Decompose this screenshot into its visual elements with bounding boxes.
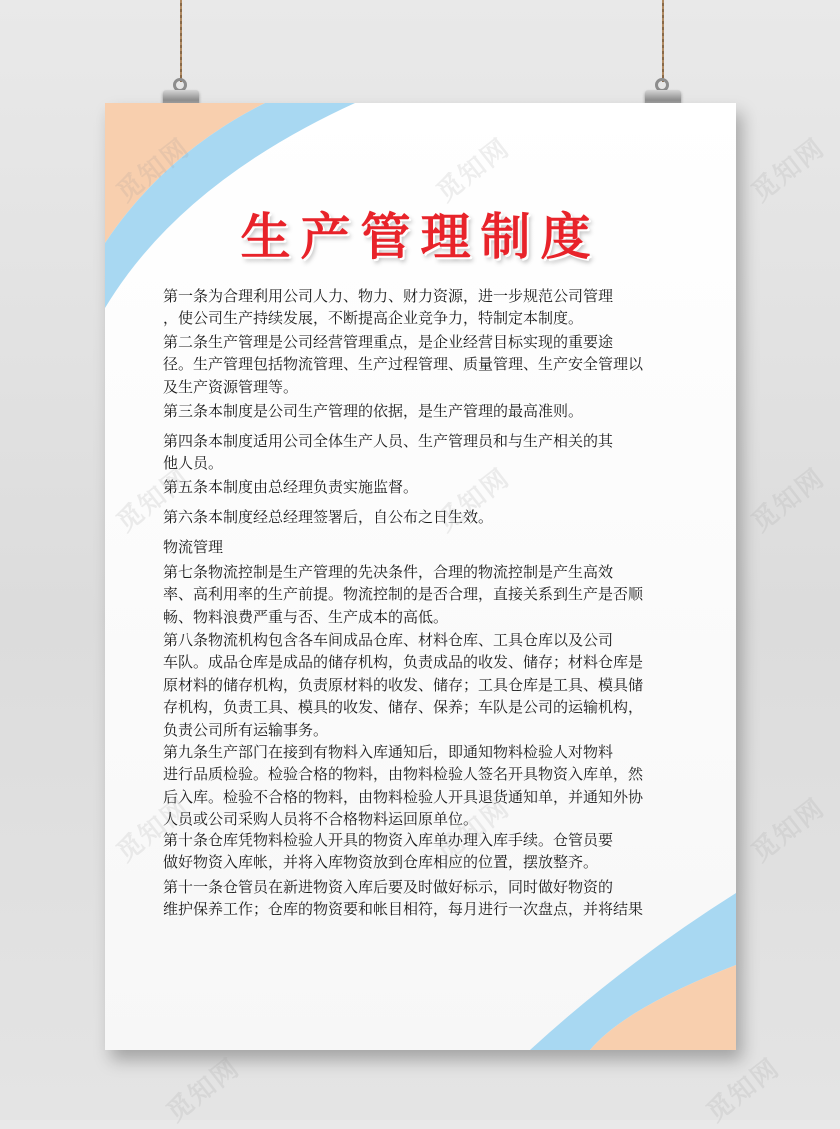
poster-title: 生产管理制度 bbox=[240, 208, 601, 266]
article-10: 第十条仓库凭物料检验人开具的物资入库单办理入库手续。仓管员要 做好物资入库帐，并将入库物资放到仓库相应的位置，摆放整齐。 bbox=[163, 831, 614, 872]
watermark: 觅知网 bbox=[746, 792, 831, 869]
article-8: 第八条物流机构包含各车间成品仓库、材料仓库、工具仓库以及公司 车队。成品仓库是成品的储存机构，负责成品的收发、储存；材料仓库是 原材料的储存机构，负责原材料的收发、储存；工具仓库是工具、模具储 存机构，负责工具、模具的收发、储存、保养；车队是公司的运输机构， 负责公司所有运输事务。 bbox=[163, 631, 644, 739]
article-9: 第九条生产部门在接到有物料入库通知后，即通知物料检验人对物料 进行品质检验。检验合格的物料，由物料检验人签名开具物资入库单，然 后入库。检验不合格的物料，由物料检验人开具退货通知单，并通知外协 人员或公司采购人员将不合格物料运回原单位。 bbox=[163, 743, 644, 829]
article-2: 第二条生产管理是公司经营管理重点，是企业经营目标实现的重要途 径。生产管理包括物流管理、生产过程管理、质量管理、生产安全管理以 及生产资源管理等。 bbox=[163, 333, 644, 396]
article-6: 第六条本制度经总经理签署后，自公布之日生效。 bbox=[163, 508, 494, 526]
watermark: 觅知网 bbox=[701, 1052, 786, 1129]
right-hanging-string bbox=[662, 0, 664, 82]
section-heading-logistics: 物流管理 bbox=[163, 538, 224, 556]
watermark: 觅知网 bbox=[161, 1052, 246, 1129]
regulation-body bbox=[105, 103, 736, 1050]
article-11: 第十一条仓管员在新进物资入库后要及时做好标示，同时做好物资的 维护保养工作；仓库的物资要和帐目相符，每月进行一次盘点，并将结果 bbox=[163, 878, 644, 919]
regulation-poster bbox=[105, 103, 736, 1050]
left-hanging-string bbox=[180, 0, 182, 82]
watermark: 觅知网 bbox=[746, 132, 831, 209]
watermark: 觅知网 bbox=[746, 462, 831, 539]
article-5: 第五条本制度由总经理负责实施监督。 bbox=[163, 478, 419, 496]
article-7: 第七条物流控制是生产管理的先决条件，合理的物流控制是产生高效 率、高利用率的生产前提。物流控制的是否合理，直接关系到生产是否顺 畅、物料浪费严重与否、生产成本的高低。 bbox=[163, 563, 644, 626]
article-1: 第一条为合理利用公司人力、物力、财力资源，进一步规范公司管理 ，使公司生产持续发展，不断提高企业竞争力，特制定本制度。 bbox=[163, 287, 614, 328]
article-3: 第三条本制度是公司生产管理的依据，是生产管理的最高准则。 bbox=[163, 402, 584, 420]
article-4: 第四条本制度适用公司全体生产人员、生产管理员和与生产相关的其 他人员。 bbox=[163, 432, 614, 473]
